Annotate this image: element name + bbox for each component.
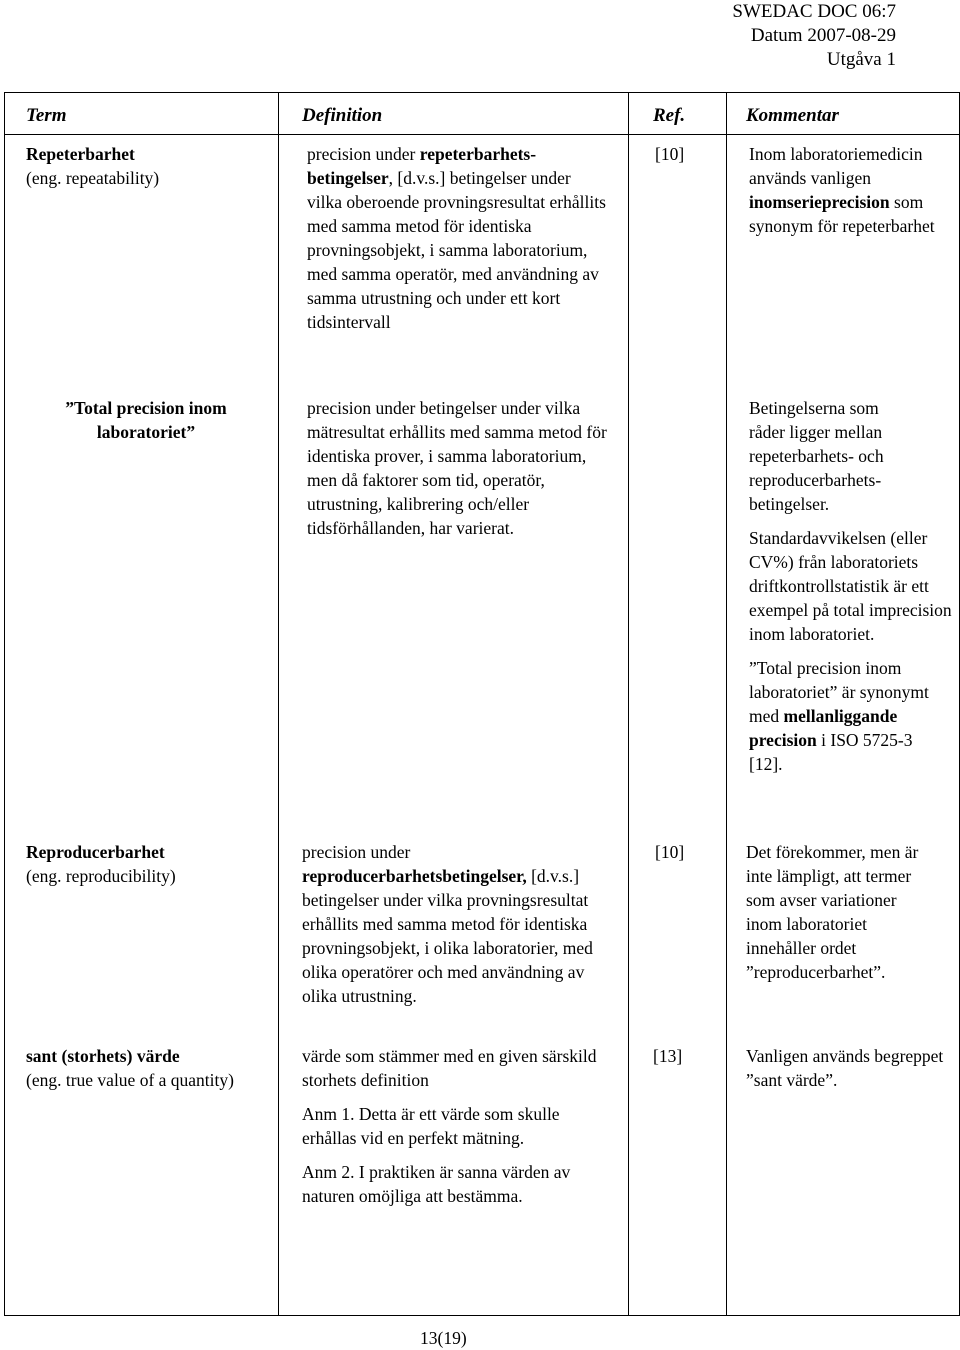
definition-cell: precision under betingelser under vilka mätresultat erhållits med samma metod för identiska prover, i samma laboratorium, men då faktorer som tid, operatör, utrustning, kalibrering och/eller tidsförhållanden, har varierat. — [307, 398, 607, 538]
comment-paragraph: Standardavvikelsen (eller CV%) från laboratoriets driftkontrollstatistik är ett exempel på total imprecision inom laboratoriet. — [749, 528, 952, 644]
term-name: Reproducerbarhet — [26, 842, 165, 862]
ref-cell: [13] — [653, 1046, 683, 1066]
column-divider — [726, 92, 727, 1316]
term-name: ”Total precision inom laboratoriet” — [65, 398, 227, 442]
column-header-definition: Definition — [302, 105, 383, 126]
comment-text: Inom laboratoriemedicin används vanligen — [749, 144, 923, 188]
term-cell — [26, 840, 266, 888]
term-english: (eng. reproducibility) — [26, 866, 176, 886]
comment-cell — [749, 142, 949, 238]
definition-note: Anm 1. Detta är ett värde som skulle erhållas vid en perfekt mätning. — [302, 1104, 560, 1148]
comment-text: som synonym för repeterbarhet — [749, 192, 935, 236]
definition-cell — [302, 840, 612, 1008]
definition-text: [d.v.s.] betingelser under vilka provningsresultat erhållits med samma metod för identiska provningsobjekt, i olika laboratorier, med olika operatörer och med användning av olika utrustning. — [302, 866, 593, 1006]
header-rule — [4, 134, 960, 135]
ref-cell: [10] — [655, 144, 685, 164]
column-divider — [278, 92, 279, 1316]
doc-edition: Utgåva 1 — [826, 49, 896, 70]
column-divider — [628, 92, 629, 1316]
definition-cell — [307, 142, 607, 334]
doc-id: SWEDAC DOC 06:7 — [732, 1, 896, 22]
comment-cell: Vanligen används begreppet ”sant värde”. — [746, 1046, 944, 1090]
definition-text: precision under — [307, 144, 420, 164]
comment-text: i ISO 5725-3 [12]. — [749, 730, 913, 774]
column-header-term: Term — [26, 105, 67, 126]
term-cell — [26, 396, 266, 444]
definition-text: , [d.v.s.] betingelser under vilka oberoende provningsresultat erhållits med samma metod för identiska provningsobjekt, i samma laboratorium, med samma operatör, med användning av samma utrustning och under ett kort tidsintervall — [307, 168, 606, 332]
definition-text: precision under — [302, 842, 411, 862]
page-number: 13(19) — [420, 1328, 467, 1348]
definition-cell — [302, 1044, 612, 1208]
definition-term-bold: repeterbarhets- betingelser — [307, 144, 537, 188]
comment-cell — [749, 396, 960, 776]
comment-paragraph — [749, 656, 949, 776]
term-name: Repeterbarhet — [26, 144, 135, 164]
comment-text: ”Total precision inom laboratoriet” är synonymt med — [749, 658, 929, 726]
comment-cell: Det förekommer, men är inte lämpligt, att termer som avser variationer inom laboratoriet innehåller ordet ”reproducerbarhet”. — [746, 842, 919, 982]
document-header — [732, 0, 896, 72]
ref-cell: [10] — [655, 842, 685, 862]
comment-term-bold: mellanliggande precision — [749, 706, 898, 750]
term-english: (eng. repeatability) — [26, 168, 160, 188]
term-cell — [26, 142, 266, 190]
column-header-comment: Kommentar — [746, 105, 839, 126]
term-cell — [26, 1044, 236, 1092]
definition-paragraph: värde som stämmer med en given särskild storhets definition — [302, 1046, 597, 1090]
doc-date: Datum 2007-08-29 — [750, 25, 896, 46]
definition-term-bold: reproducerbarhetsbetingelser, — [302, 866, 527, 886]
comment-term-bold: inomserieprecision — [749, 192, 890, 212]
term-english: (eng. true value of a quantity) — [26, 1070, 234, 1090]
term-name: sant (storhets) värde — [26, 1046, 180, 1066]
comment-paragraph: Betingelserna som råder ligger mellan repeterbarhets- och reproducerbarhets-betingelser. — [749, 398, 884, 514]
definition-note: Anm 2. I praktiken är sanna värden av naturen omöjliga att bestämma. — [302, 1162, 571, 1206]
column-header-ref: Ref. — [653, 105, 686, 126]
